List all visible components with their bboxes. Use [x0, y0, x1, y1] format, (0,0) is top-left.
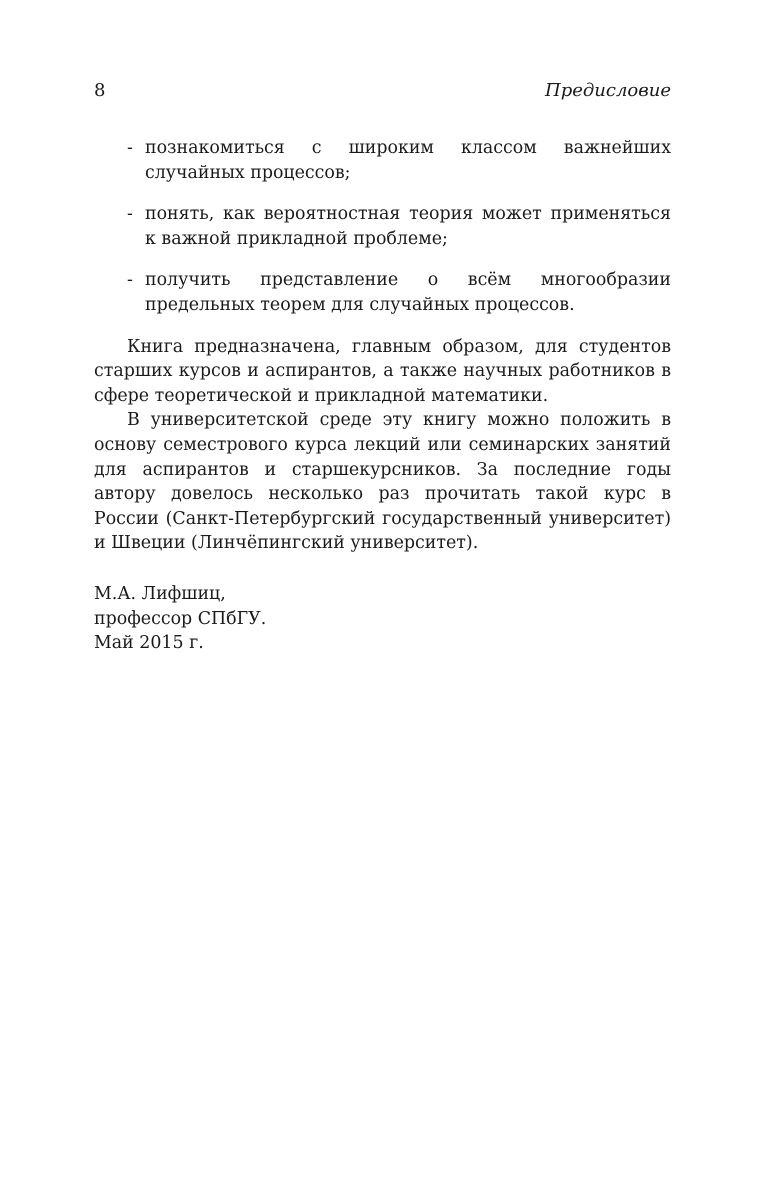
goals-list [94, 136, 671, 318]
chapter-title: Предисловие [545, 80, 671, 101]
page-number: 8 [94, 80, 106, 101]
list-item [94, 268, 671, 317]
author-position: профессор СПбГУ. [94, 608, 267, 629]
signature-block [94, 582, 671, 656]
paragraph-usage: В университетской среде эту книгу можно положить в основу семестрового курса лекций или семинарских занятий для аспирантов и старшекурсников. За последние годы автору довелось несколько раз прочитать такой курс в России (Санкт-Петербургский государственный университет) и Швеции (Линчёпингский университет). [94, 410, 671, 554]
list-item-text: познакомиться с широким классом важнейших случайных процессов; [145, 138, 671, 183]
author-name: М.А. Лифшиц, [94, 583, 226, 604]
running-head [94, 78, 671, 104]
signature-date: Май 2015 г. [94, 633, 204, 654]
book-page [94, 0, 671, 1182]
dash-marker: - [127, 138, 133, 158]
list-item [94, 202, 671, 251]
dash-marker: - [127, 204, 133, 225]
list-item-text: понять, как вероятностная теория может применяться к важной прикладной проблеме; [145, 204, 671, 249]
body-text [94, 136, 671, 656]
list-item [94, 136, 671, 185]
paragraph-audience: Книга предназначена, главным образом, для студентов старших курсов и аспирантов, а также научных работников в сфере теоретической и прикладной математики. [94, 336, 671, 406]
list-item-text: получить представление о всём многообразии предельных теорем для случайных процессов. [145, 270, 671, 315]
dash-marker: - [127, 270, 133, 291]
